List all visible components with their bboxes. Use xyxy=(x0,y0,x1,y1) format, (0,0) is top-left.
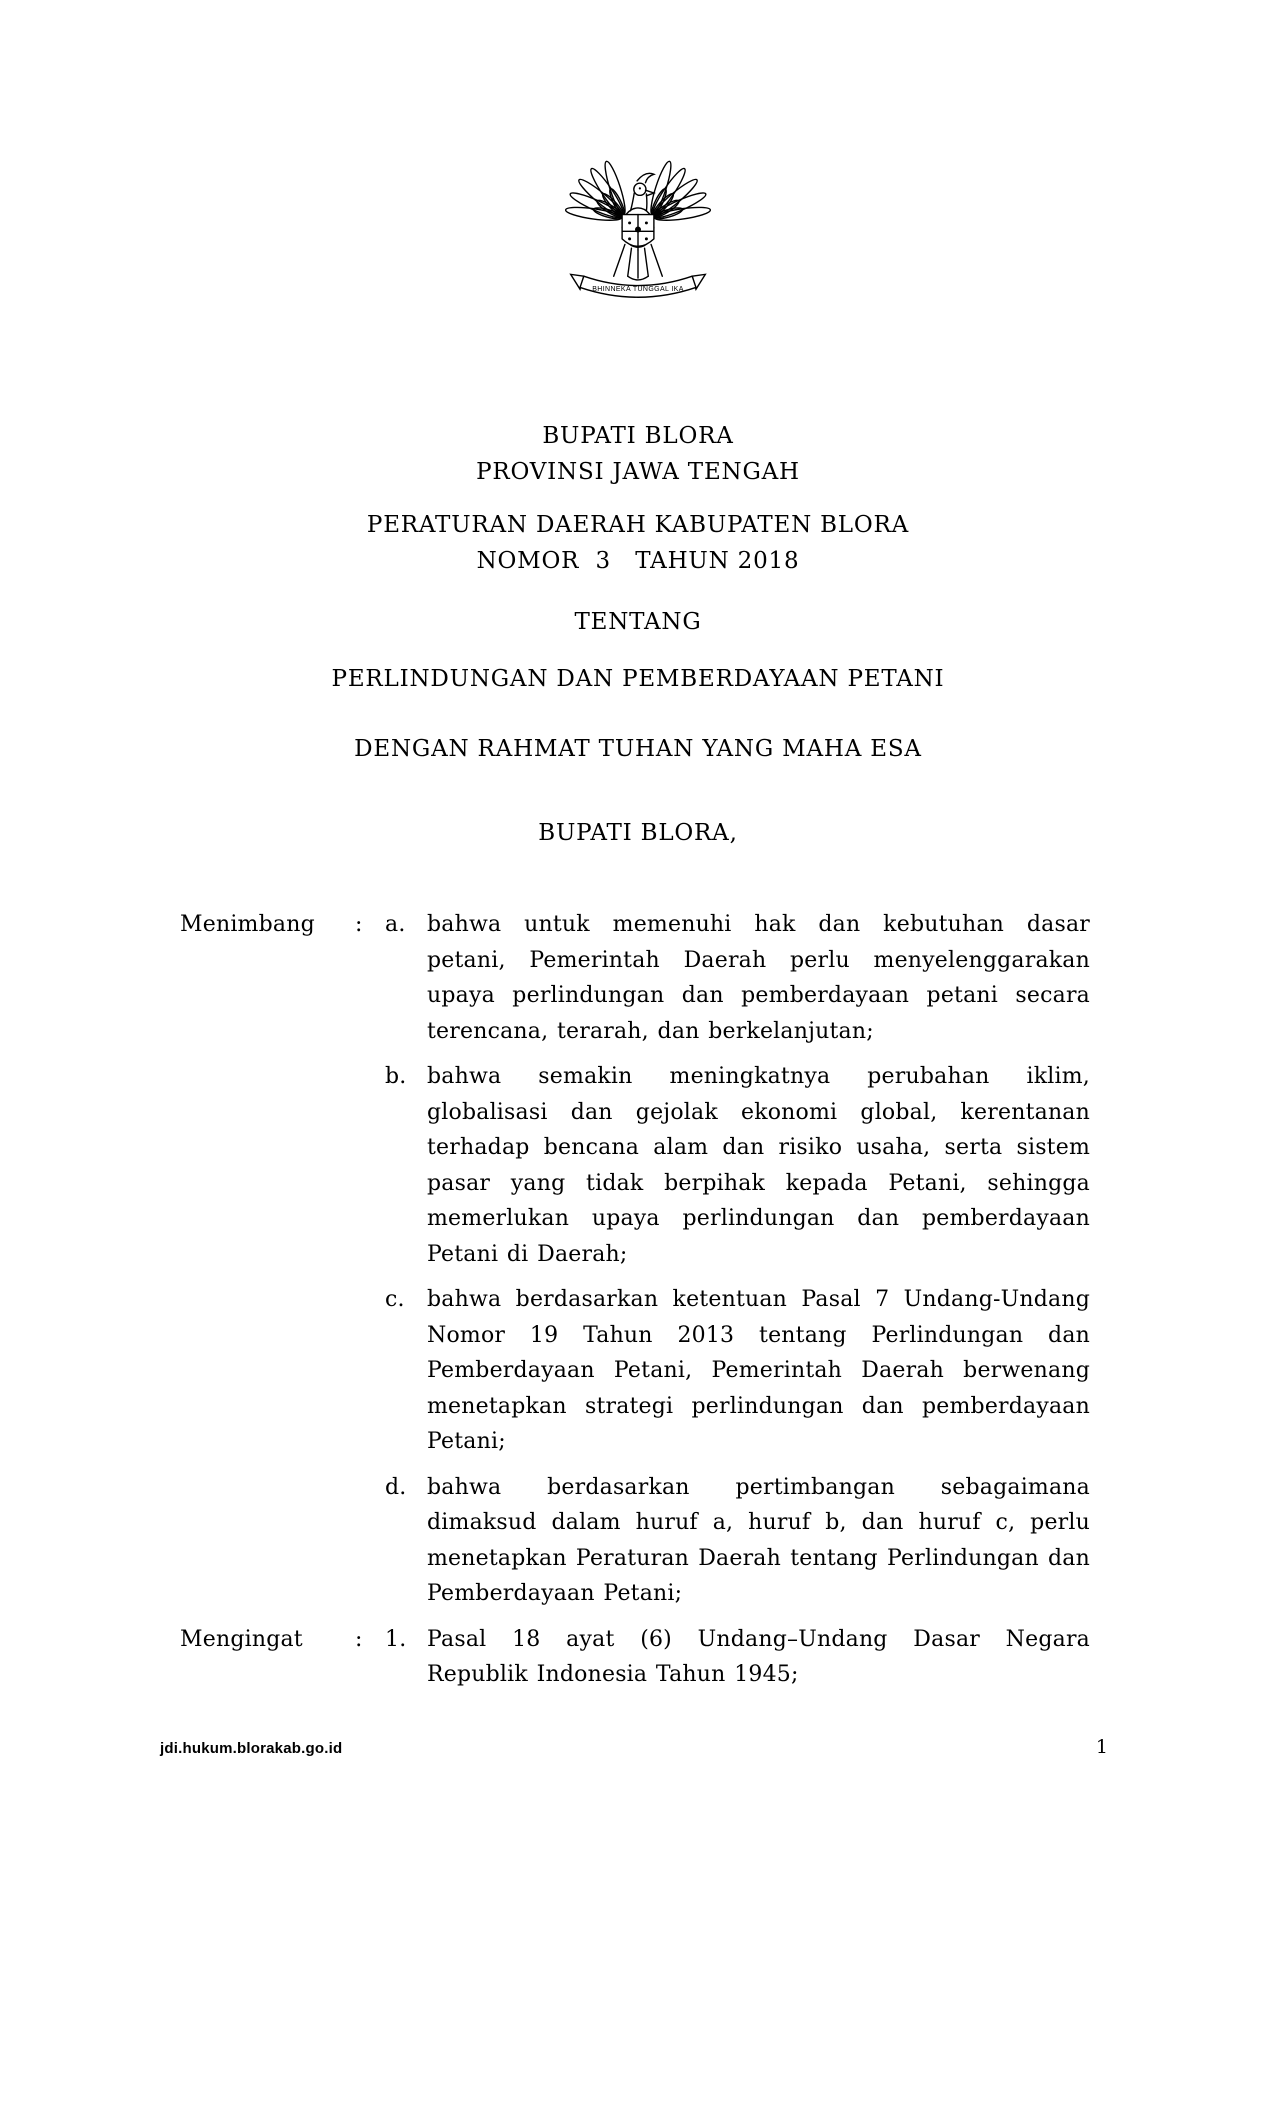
empty-cell xyxy=(180,1470,355,1612)
heading-provinsi: PROVINSI JAWA TENGAH xyxy=(476,459,800,485)
document-body xyxy=(180,907,1090,1693)
menimbang-colon: : xyxy=(355,912,363,937)
heading-issuer-name: BUPATI BLORA, xyxy=(538,820,738,846)
heading-grace-clause: DENGAN RAHMAT TUHAN YANG MAHA ESA xyxy=(354,736,922,762)
consideration-item-c: bahwa berdasarkan ketentuan Pasal 7 Undang-Undang Nomor 19 Tahun 2013 tentang Perlindungan dan Pemberdayaan Petani, Pemerintah Daerah berwenang menetapkan strategi perlindungan dan pemberdayaan Petani; xyxy=(427,1287,1090,1454)
page-footer xyxy=(160,1736,1108,1758)
garuda-head-icon xyxy=(631,173,654,210)
footer-source-url: jdi.hukum.blorakab.go.id xyxy=(160,1740,343,1757)
menimbang-label: Menimbang xyxy=(180,912,315,937)
empty-cell xyxy=(180,1282,355,1460)
legal-basis-item-1: Pasal 18 ayat (6) Undang–Undang Dasar Negara Republik Indonesia Tahun 1945; xyxy=(427,1626,1090,1687)
right-wing-icon xyxy=(647,160,711,223)
issuer-heading xyxy=(0,418,1276,490)
heading-bupati-blora: BUPATI BLORA xyxy=(542,423,734,449)
item-marker-b: b. xyxy=(385,1064,407,1089)
regulation-title xyxy=(0,507,1276,579)
pancasila-shield-icon xyxy=(622,215,654,251)
emblem-container xyxy=(535,136,741,308)
tail-feathers xyxy=(628,248,649,280)
empty-cell xyxy=(355,1282,385,1460)
mengingat-label: Mengingat xyxy=(180,1626,303,1652)
garuda-pancasila-emblem xyxy=(535,136,741,308)
empty-cell xyxy=(355,1059,385,1272)
left-wing-icon xyxy=(565,160,629,223)
legal-basis-marker-1: 1. xyxy=(385,1626,407,1652)
heading-subject: PERLINDUNGAN DAN PEMBERDAYAAN PETANI xyxy=(331,666,945,692)
heading-peraturan: PERATURAN DAERAH KABUPATEN BLORA xyxy=(366,512,910,538)
mengingat-colon: : xyxy=(355,1626,363,1652)
considerations-grid xyxy=(180,907,1090,1693)
empty-cell xyxy=(180,1059,355,1272)
item-marker-a: a. xyxy=(385,912,406,937)
item-marker-d: d. xyxy=(385,1474,407,1500)
consideration-item-b: bahwa semakin meningkatnya perubahan iklim, globalisasi dan gejolak ekonomi global, kerentanan terhadap bencana alam dan risiko usaha, serta sistem pasar yang tidak berpihak kepada Petani, sehingga memerlukan upaya perlindungan dan pemberdayaan Petani di Daerah; xyxy=(427,1064,1090,1267)
heading-nomor-tahun: NOMOR 3 TAHUN 2018 xyxy=(476,548,800,574)
heading-tentang: TENTANG xyxy=(574,609,702,635)
consideration-item-d: bahwa berdasarkan pertimbangan sebagaimana dimaksud dalam huruf a, huruf b, dan huruf c, perlu menetapkan Peraturan Daerah tentang Perlindungan dan Pemberdayaan Petani; xyxy=(427,1474,1090,1606)
page-number: 1 xyxy=(1095,1736,1108,1758)
empty-cell xyxy=(355,1470,385,1612)
item-marker-c: c. xyxy=(385,1287,405,1312)
consideration-item-a: bahwa untuk memenuhi hak dan kebutuhan dasar petani, Pemerintah Daerah perlu menyelenggarakan upaya perlindungan dan pemberdayaan petani secara terencana, terarah, dan berkelanjutan; xyxy=(427,912,1090,1044)
motto-banner-text: BHINNEKA TUNGGAL IKA xyxy=(592,286,684,294)
